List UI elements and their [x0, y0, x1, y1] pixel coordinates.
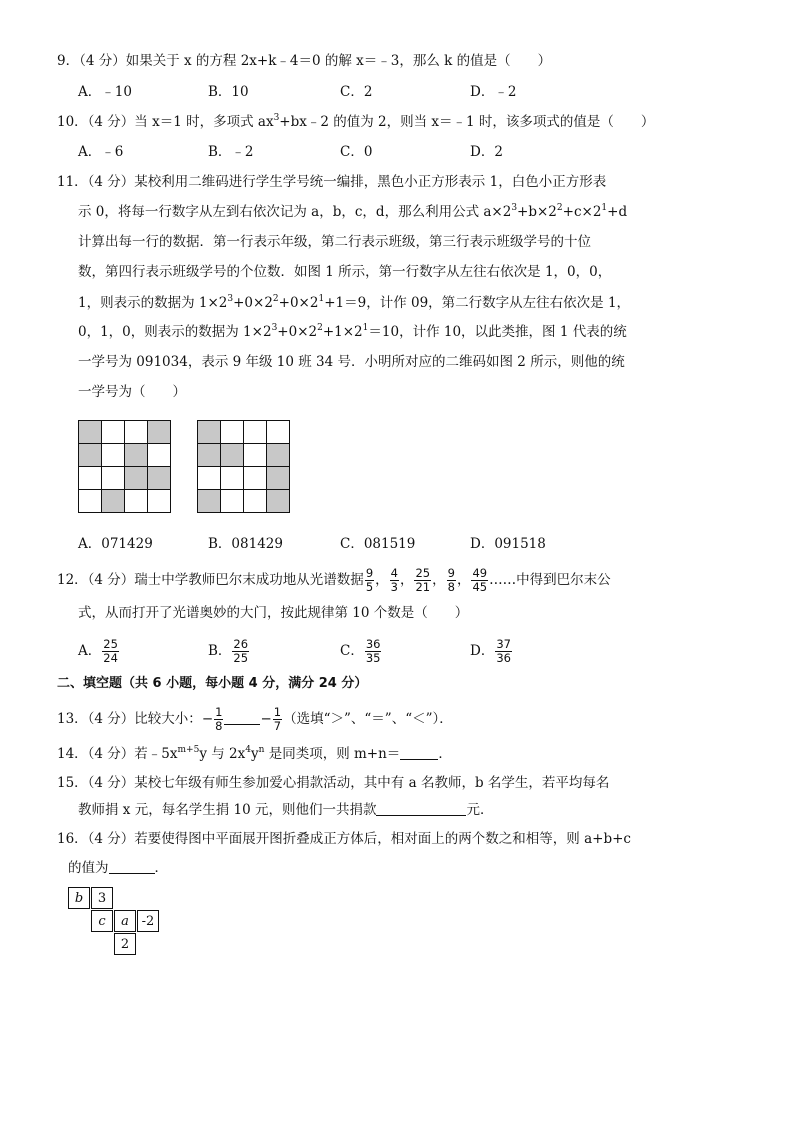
- fraction-denominator: 45: [472, 580, 488, 594]
- q11-l6c: +1×2: [322, 324, 363, 340]
- qr2-cell-white: [244, 444, 267, 467]
- q10-option-d: D．2: [470, 144, 503, 160]
- qr1-row: [79, 490, 171, 513]
- qr2-row: [198, 421, 290, 444]
- fraction-numerator: 26: [233, 637, 249, 651]
- net-cell-b: b: [68, 887, 90, 909]
- q11-line-1: 11．（4 分）某校利用二维码进行学生学号统一编排，黑色小正方形表示 1，白色小正方形表: [57, 174, 607, 190]
- option-fraction: [102, 638, 119, 665]
- q16-l2-tail: ．: [154, 860, 168, 876]
- q9-stem: 9．（4 分）如果关于 x 的方程 2x+k﹣4＝0 的解 x＝﹣3，那么 k 的值是（ ）: [57, 53, 552, 69]
- qr1-cell-black: [148, 421, 171, 444]
- q11-l5a: 1，则表示的数据为 1×2: [78, 295, 228, 311]
- option-label: C．: [340, 643, 364, 659]
- q11-l6-sup2: 2: [317, 323, 323, 333]
- qr2-row: [198, 444, 290, 467]
- q12-line-2: 式，从而打开了光谱奥妙的大门，按此规律第 10 个数是（ ）: [78, 605, 469, 621]
- qr1-cell-white: [102, 467, 125, 490]
- qr2-cell-white: [267, 421, 290, 444]
- q11-option-c: C．081519: [340, 536, 416, 552]
- qr1-cell-white: [102, 444, 125, 467]
- q11-l2b: +b×2: [517, 204, 557, 220]
- qr2-cell-white: [244, 421, 267, 444]
- q10-mid: x＝1 时，多项式 ax: [152, 114, 274, 130]
- qr2-cell-black: [221, 444, 244, 467]
- q11-l5-sup3: 3: [227, 294, 234, 304]
- qr1-cell-white: [79, 467, 102, 490]
- q9-option-d: D．﹣2: [470, 84, 517, 100]
- q13-answer-blank[interactable]: [224, 710, 260, 725]
- qr1-cell-black: [148, 467, 171, 490]
- q13-fraction-1: [214, 706, 223, 733]
- qr2-cell-black: [198, 444, 221, 467]
- qr2-cell-black: [198, 490, 221, 513]
- q9-options: [78, 83, 598, 101]
- q12-option-c: [340, 636, 382, 666]
- q11-option-a: A．071429: [78, 536, 153, 552]
- fraction-denominator: 3: [390, 580, 398, 594]
- option-label: A．: [78, 643, 102, 659]
- q11-l5d: +1＝9，计作 09，第二行数字从左往右依次是 1，: [324, 295, 631, 311]
- qr1-cell-white: [148, 490, 171, 513]
- q14-b: y 与 2x: [199, 746, 246, 762]
- q12-l1: 12．（4 分）瑞士中学教师巴尔末成功地从光谱数据: [57, 572, 364, 588]
- q16-answer-blank[interactable]: [109, 859, 155, 874]
- q10-option-a: A．﹣6: [78, 144, 124, 160]
- qr2-cell-white: [244, 467, 267, 490]
- fraction-numerator: 9: [365, 566, 374, 580]
- q12-option-d: [470, 636, 513, 666]
- fraction-numerator: 4: [390, 566, 398, 580]
- q11-l2a: 示 0，将每一行数字从左到右依次记为 a，b，c，d，那么利用公式 a×2: [78, 204, 512, 220]
- qr-figure-2: [197, 420, 290, 513]
- q11-line-4: 数，第四行表示班级学号的个位数．如图 1 所示，第一行数字从左往右依次是 1，0，0，: [78, 264, 612, 280]
- fraction-denominator: 5: [365, 580, 374, 594]
- q13-minus-1: −: [201, 711, 214, 727]
- fraction-denominator: 36: [496, 651, 511, 665]
- qr1-row: [79, 444, 171, 467]
- q14-sup-c: n: [258, 745, 265, 755]
- q13-f1-num: 1: [215, 705, 223, 719]
- q9-option-c: C．2: [340, 84, 373, 100]
- fraction-numerator: 9: [447, 566, 455, 580]
- option-fraction: [495, 638, 512, 665]
- q15-line-1: 15．（4 分）某校七年级有师生参加爱心捐款活动，其中有 a 名教师，b 名学生，若平均每名: [57, 775, 610, 791]
- qr1-cell-black: [125, 444, 148, 467]
- qr-figure-1: [78, 420, 171, 513]
- q11-l6-sup1: 1: [362, 323, 369, 333]
- q15-line-2: [78, 801, 493, 819]
- q11-l6-sup3: 3: [271, 323, 278, 333]
- qr2-cell-white: [198, 467, 221, 490]
- q11-l5b: +0×2: [233, 295, 273, 311]
- q11-l2c: +c×2: [562, 204, 602, 220]
- q12-l1-tail: ……中得到巴尔末公: [489, 572, 611, 588]
- q11-line-7: 一学号为 091034，表示 9 年级 10 班 34 号．小明所对应的二维码如图 2 所示，则他的统: [78, 354, 625, 370]
- q12-line-1: [57, 566, 611, 594]
- qr2-row: [198, 467, 290, 490]
- qr2-cell-white: [221, 490, 244, 513]
- option-label: D．: [470, 643, 495, 659]
- q10-post: +bx﹣2 的值为 2，则当 x＝﹣1 时，该多项式的值是（ ）: [279, 114, 655, 130]
- q11-l5c: +0×2: [278, 295, 319, 311]
- fraction-denominator: 35: [365, 651, 381, 665]
- section-2-heading: 二、填空题（共 6 小题，每小题 4 分，满分 24 分）: [57, 676, 368, 691]
- q13-stem: [57, 706, 453, 733]
- q10-option-b: B．﹣2: [208, 144, 254, 160]
- q10-stem: [57, 113, 654, 131]
- qr1-cell-white: [148, 444, 171, 467]
- q14-c: y: [250, 746, 259, 762]
- q13-fraction-2: [273, 706, 282, 733]
- qr2-cell-black: [198, 421, 221, 444]
- q14-sup-b: 4: [245, 745, 251, 755]
- q14-answer-blank[interactable]: [400, 745, 438, 760]
- q11-l2-sup3: 3: [511, 203, 518, 213]
- qr1-cell-black: [79, 421, 102, 444]
- qr2-cell-white: [221, 421, 244, 444]
- q16-line-1: 16．（4 分）若要使得图中平面展开图折叠成正方体后，相对面上的两个数之和相等，则 a+b+c: [57, 831, 631, 847]
- qr1-cell-black: [102, 490, 125, 513]
- q12-sequence-fraction: [414, 567, 431, 594]
- q11-l5-sup2: 2: [272, 294, 279, 304]
- q16-l2: 的值为: [68, 860, 109, 876]
- q16-line-2: [68, 859, 168, 877]
- q14-stem: [57, 745, 452, 763]
- q11-option-d: D．091518: [470, 536, 546, 552]
- q11-line-3: 计算出每一行的数据．第一行表示年级，第二行表示班级，第三行表示班级学号的十位: [78, 234, 591, 250]
- q12-sequence-fraction: [365, 567, 374, 594]
- q11-line-8: 一学号为（ ）: [78, 384, 186, 400]
- q11-l6d: ＝10，计作 10，以此类推，图 1 代表的统: [368, 324, 627, 340]
- q14-e: ．: [438, 746, 452, 762]
- fraction-numerator: 49: [472, 566, 488, 580]
- q12-option-b: [208, 636, 250, 666]
- qr1-cell-black: [125, 467, 148, 490]
- qr1-row: [79, 421, 171, 444]
- q13-f2-num: 1: [273, 705, 282, 719]
- q14-sup-a: m+5: [177, 745, 200, 755]
- q13-pre: 13．（4 分）比较大小：: [57, 711, 202, 727]
- net-cell-neg2: -2: [137, 910, 159, 932]
- net-cell-c: c: [91, 910, 113, 932]
- fraction-denominator: 25: [233, 651, 249, 665]
- qr1-cell-white: [79, 490, 102, 513]
- q12-sequence-fraction: [447, 567, 456, 594]
- q11-l6b: +0×2: [277, 324, 318, 340]
- q11-options: [78, 535, 598, 553]
- qr1-cell-white: [125, 490, 148, 513]
- q10-pre: 10．（4 分）当: [57, 114, 153, 130]
- q13-f2-den: 7: [273, 719, 282, 733]
- option-label: B．: [208, 643, 232, 659]
- cube-net-figure: [68, 887, 188, 957]
- fraction-separator: ，: [432, 572, 446, 588]
- q11-l2-sup2: 2: [556, 203, 563, 213]
- qr2-cell-black: [267, 490, 290, 513]
- qr1-cell-white: [102, 421, 125, 444]
- qr2-row: [198, 490, 290, 513]
- fraction-numerator: 36: [365, 637, 381, 651]
- qr2-cell-black: [267, 467, 290, 490]
- q10-options: [78, 143, 598, 161]
- fraction-denominator: 21: [415, 580, 431, 594]
- qr2-cell-black: [267, 444, 290, 467]
- net-cell-3: 3: [91, 887, 113, 909]
- fraction-separator: ，: [456, 572, 471, 588]
- q14-d: 是同类项，则 m+n＝: [264, 746, 401, 762]
- q11-line-5: [78, 294, 630, 312]
- q12-options: [78, 636, 598, 666]
- qr2-cell-white: [221, 467, 244, 490]
- q15-l2: 教师捐 x 元，每名学生捐 10 元，则他们一共捐款: [78, 802, 377, 818]
- fraction-separator: ，: [399, 572, 414, 588]
- q11-l2-sup1: 1: [601, 203, 608, 213]
- fraction-separator: ，: [375, 572, 389, 588]
- q14-a: 14．（4 分）若﹣5x: [57, 746, 178, 762]
- q9-option-b: B．10: [208, 84, 249, 100]
- q15-answer-blank[interactable]: [376, 801, 466, 816]
- q11-option-b: B．081429: [208, 536, 283, 552]
- q9-option-a: A．﹣10: [78, 84, 132, 100]
- qr2-cell-white: [244, 490, 267, 513]
- q11-line-6: [78, 323, 627, 341]
- q13-post: （选填“＞”、“＝”、“＜”）．: [283, 711, 453, 727]
- option-fraction: [365, 638, 382, 665]
- qr1-cell-black: [79, 444, 102, 467]
- option-fraction: [232, 638, 249, 665]
- q11-line-2: [78, 203, 627, 221]
- fraction-numerator: 25: [103, 637, 118, 651]
- q11-l2d: +d: [607, 204, 628, 220]
- fraction-denominator: 24: [103, 651, 118, 665]
- fraction-denominator: 8: [447, 580, 455, 594]
- q13-f1-den: 8: [215, 719, 223, 733]
- q12-sequence-fraction: [471, 567, 488, 594]
- net-cell-2: 2: [114, 933, 136, 955]
- q11-l6a: 0，1，0，则表示的数据为 1×2: [78, 324, 272, 340]
- q11-l5-sup1: 1: [318, 294, 325, 304]
- q10-sup: 3: [273, 113, 280, 123]
- q12-fraction-sequence: [364, 566, 489, 594]
- fraction-numerator: 37: [496, 637, 511, 651]
- qr1-cell-white: [125, 421, 148, 444]
- q10-option-c: C．0: [340, 144, 373, 160]
- fraction-numerator: 25: [415, 566, 431, 580]
- q13-minus-2: −: [260, 711, 272, 727]
- net-cell-a: a: [114, 910, 136, 932]
- qr1-row: [79, 467, 171, 490]
- q12-sequence-fraction: [390, 567, 399, 594]
- q15-l2-tail: 元．: [466, 802, 494, 818]
- q12-option-a: [78, 636, 120, 666]
